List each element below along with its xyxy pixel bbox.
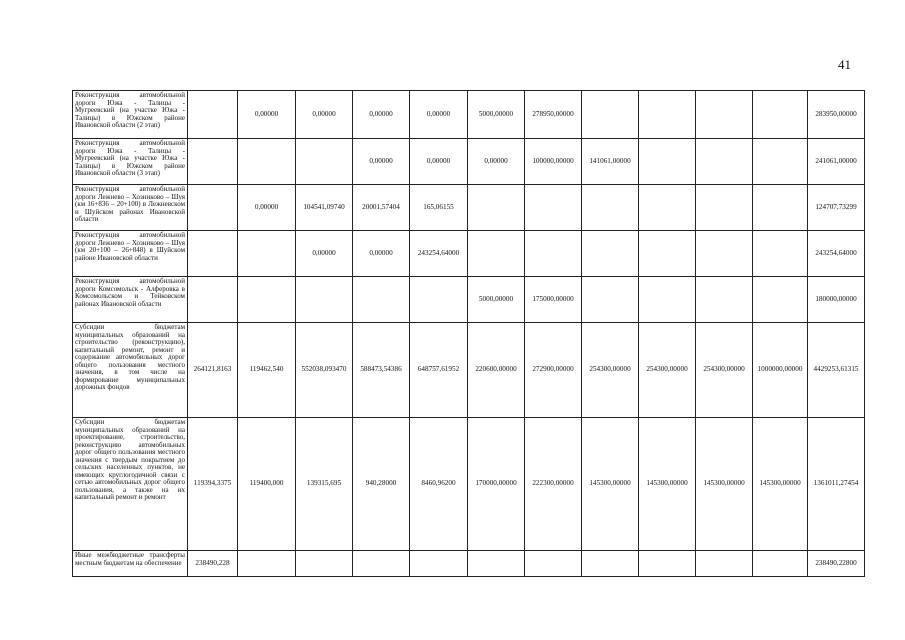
table-row — [73, 139, 865, 185]
value-cell — [639, 551, 696, 577]
value-cell: 243254,64000 — [410, 231, 468, 277]
value-cell: 0,00000 — [296, 231, 353, 277]
value-cell: 119462,540 — [238, 323, 296, 418]
value-cell: 272900,00000 — [525, 323, 582, 418]
row-description: Реконструкция автомобильной дороги Лежнево – Хозниково – Шуя (км 20+100 – 26+848) в Шуйском районе Ивановской области — [73, 231, 188, 277]
value-cell — [582, 231, 639, 277]
value-cell — [753, 551, 808, 577]
value-cell — [296, 139, 353, 185]
value-cell: 145300,00000 — [582, 418, 639, 551]
value-cell — [639, 185, 696, 231]
value-cell — [238, 551, 296, 577]
value-cell — [639, 91, 696, 139]
value-cell — [753, 91, 808, 139]
value-cell: 0,00000 — [353, 139, 410, 185]
row-description: Иные межбюджетные трансферты местным бюджетам на обеспечение — [73, 551, 188, 577]
value-cell — [410, 277, 468, 323]
value-cell — [296, 277, 353, 323]
value-cell: 119394,3375 — [188, 418, 238, 551]
value-cell — [753, 139, 808, 185]
value-cell: 0,00000 — [410, 91, 468, 139]
value-cell: 141061,00000 — [582, 139, 639, 185]
value-cell — [753, 231, 808, 277]
value-cell: 648757,61952 — [410, 323, 468, 418]
value-cell: 588473,54386 — [353, 323, 410, 418]
row-description: Субсидии бюджетам муниципальных образований на строительство (реконструкцию), капитальный ремонт, ремонт и содержание автомобильных дорог общего пользования местного значения, в том числе на формирование муниципальных дорожных фондов — [73, 323, 188, 418]
row-description: Реконструкция автомобильной дороги Лежнево – Хозниково – Шуя (км 16+836 – 20+100) в Лежневском и Шуйском районах Ивановской области — [73, 185, 188, 231]
value-cell: 124707,73299 — [808, 185, 865, 231]
value-cell: 0,00000 — [353, 231, 410, 277]
value-cell — [525, 185, 582, 231]
value-cell — [582, 277, 639, 323]
value-cell: 254300,00000 — [696, 323, 753, 418]
value-cell: 0,00000 — [238, 185, 296, 231]
value-cell: 0,00000 — [410, 139, 468, 185]
value-cell: 238490,228 — [188, 551, 238, 577]
value-cell: 4429253,61315 — [808, 323, 865, 418]
row-description: Субсидии бюджетам муниципальных образований на проектирование, строительство, реконструкцию автомобильных дорог общего пользования местного значения с твердым покрытием до сельских населенных пунктов, не имеющих круглогодичной связи с сетью автомобильных дорог общего пользования, а также на их капитальный ремонт и ремонт — [73, 418, 188, 551]
table-row — [73, 185, 865, 231]
value-cell: 139315,695 — [296, 418, 353, 551]
value-cell — [468, 231, 525, 277]
value-cell: 1000000,00000 — [753, 323, 808, 418]
value-cell: 241061,00000 — [808, 139, 865, 185]
value-cell: 552038,093470 — [296, 323, 353, 418]
value-cell: 104541,09740 — [296, 185, 353, 231]
value-cell — [582, 551, 639, 577]
value-cell — [188, 185, 238, 231]
value-cell: 145300,00000 — [639, 418, 696, 551]
value-cell — [353, 551, 410, 577]
value-cell: 243254,64000 — [808, 231, 865, 277]
value-cell — [468, 551, 525, 577]
value-cell: 283950,00000 — [808, 91, 865, 139]
table-row — [73, 323, 865, 418]
value-cell — [696, 277, 753, 323]
value-cell: 100000,00000 — [525, 139, 582, 185]
value-cell: 264121,8163 — [188, 323, 238, 418]
value-cell: 0,00000 — [468, 139, 525, 185]
value-cell — [188, 139, 238, 185]
value-cell — [238, 277, 296, 323]
value-cell: 5000,00000 — [468, 91, 525, 139]
value-cell — [696, 91, 753, 139]
budget-table — [72, 90, 865, 577]
value-cell: 180000,00000 — [808, 277, 865, 323]
value-cell: 20001,57404 — [353, 185, 410, 231]
value-cell — [188, 91, 238, 139]
page-number: 41 — [838, 57, 851, 72]
value-cell: 1361011,27454 — [808, 418, 865, 551]
value-cell — [525, 551, 582, 577]
value-cell — [696, 551, 753, 577]
value-cell — [296, 551, 353, 577]
value-cell: 170000,00000 — [468, 418, 525, 551]
value-cell: 119400,000 — [238, 418, 296, 551]
value-cell: 254300,00000 — [582, 323, 639, 418]
table-row — [73, 277, 865, 323]
row-description: Реконструкция автомобильной дороги Южа - Талицы - Мугреевский (на участке Южа - Талицы) в Южском районе Ивановской области (3 этап) — [73, 139, 188, 185]
value-cell: 238490,22800 — [808, 551, 865, 577]
value-cell — [188, 231, 238, 277]
value-cell — [696, 139, 753, 185]
value-cell: 254300,00000 — [639, 323, 696, 418]
value-cell — [696, 231, 753, 277]
value-cell: 222300,00000 — [525, 418, 582, 551]
value-cell: 0,00000 — [353, 91, 410, 139]
value-cell — [753, 277, 808, 323]
row-description: Реконструкция автомобильной дороги Комсомольск - Алферовка в Комсомольском и Тейковском районах Ивановской области — [73, 277, 188, 323]
value-cell: 145300,00000 — [696, 418, 753, 551]
value-cell — [696, 185, 753, 231]
value-cell — [353, 277, 410, 323]
value-cell — [582, 185, 639, 231]
value-cell: 145300,00000 — [753, 418, 808, 551]
value-cell: 0,00000 — [238, 91, 296, 139]
table-row — [73, 551, 865, 577]
value-cell: 220600,00000 — [468, 323, 525, 418]
value-cell — [639, 277, 696, 323]
value-cell: 8460,96200 — [410, 418, 468, 551]
value-cell — [410, 551, 468, 577]
value-cell: 940,28000 — [353, 418, 410, 551]
value-cell — [238, 139, 296, 185]
value-cell — [468, 185, 525, 231]
table-row — [73, 91, 865, 139]
value-cell — [639, 231, 696, 277]
value-cell: 0,00000 — [296, 91, 353, 139]
value-cell — [582, 91, 639, 139]
value-cell — [753, 185, 808, 231]
value-cell: 165,06155 — [410, 185, 468, 231]
value-cell — [639, 139, 696, 185]
value-cell: 175000,00000 — [525, 277, 582, 323]
row-description: Реконструкция автомобильной дороги Южа - Талицы - Мугреевский (на участке Южа - Талицы) в Южском районе Ивановской области (2 этап) — [73, 91, 188, 139]
table-row — [73, 231, 865, 277]
value-cell — [525, 231, 582, 277]
value-cell — [188, 277, 238, 323]
value-cell: 5000,00000 — [468, 277, 525, 323]
value-cell: 278950,00000 — [525, 91, 582, 139]
table-row — [73, 418, 865, 551]
value-cell — [238, 231, 296, 277]
